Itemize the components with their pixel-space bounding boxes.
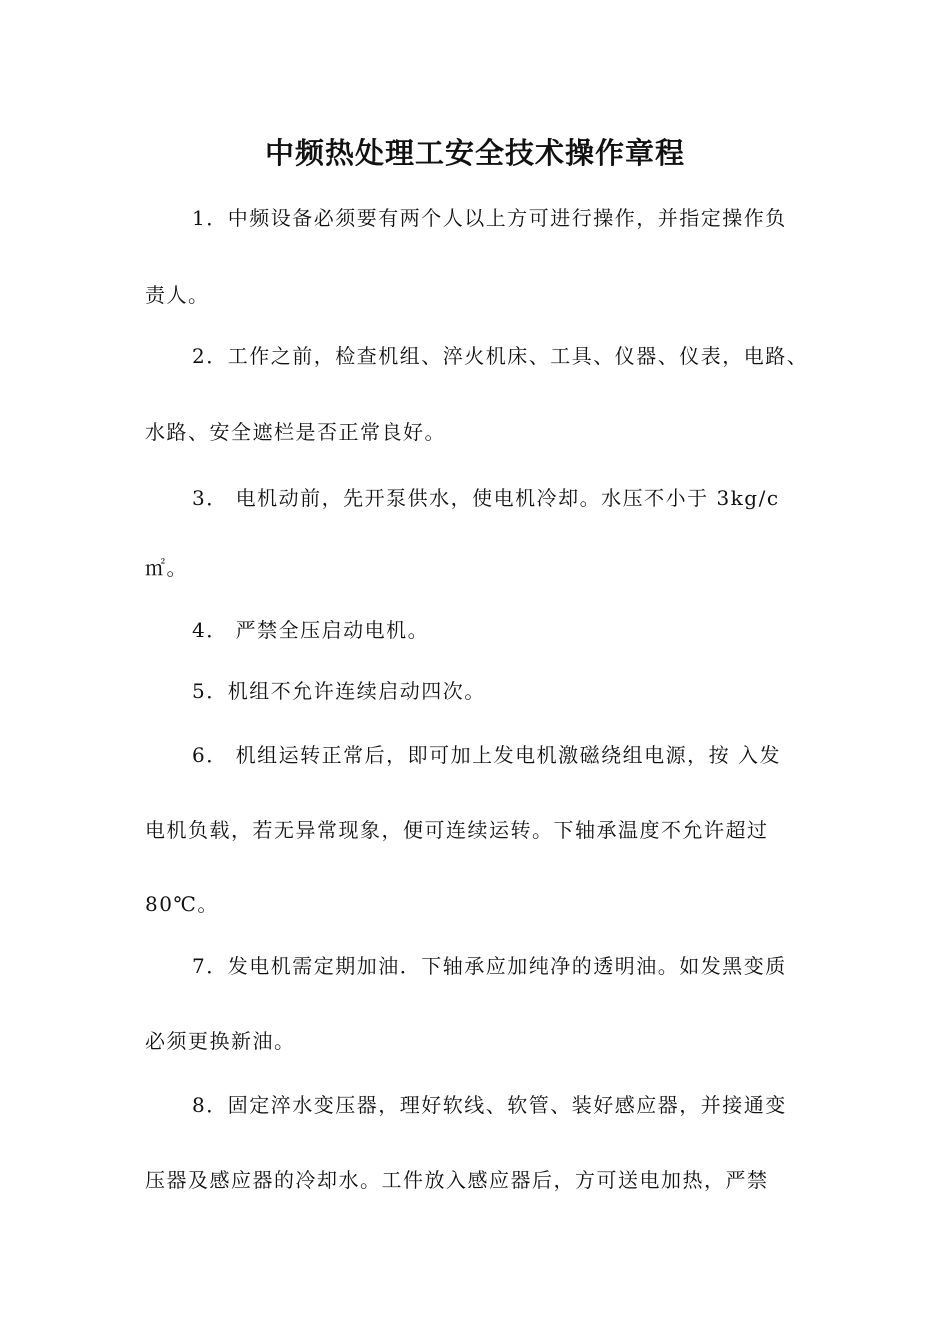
paragraph-line: 80℃。	[145, 892, 219, 916]
paragraph-line: 5．机组不允许连续启动四次。	[192, 679, 486, 703]
paragraph-line: 必须更换新油。	[145, 1029, 296, 1053]
paragraph-line: 4． 严禁全压启动电机。	[192, 618, 430, 642]
paragraph-line: 3． 电机动前，先开泵供水，使电机冷却。水压不小于 3kg/c	[192, 486, 780, 510]
paragraph-line: 7．发电机需定期加油．下轴承应加纯净的透明油。如发黑变质	[192, 954, 787, 978]
paragraph-line: 8．固定淬水变压器，理好软线、软管、装好感应器，并接通变	[192, 1093, 787, 1117]
document-title: 中频热处理工安全技术操作章程	[264, 136, 685, 170]
paragraph-line: 电机负载，若无异常现象，便可连续运转。下轴承温度不允许超过	[145, 818, 769, 842]
paragraph-line: 压器及感应器的冷却水。工件放入感应器后，方可送电加热，严禁	[145, 1168, 769, 1192]
paragraph-line: ㎡。	[145, 556, 188, 580]
paragraph-line: 1．中频设备必须要有两个人以上方可进行操作，并指定操作负	[192, 206, 787, 230]
paragraph-line: 责人。	[145, 283, 210, 307]
paragraph-line: 6． 机组运转正常后，即可加上发电机激磁绕组电源，按 入发	[192, 743, 781, 767]
paragraph-line: 水路、安全遮栏是否正常良好。	[145, 420, 446, 444]
paragraph-line: 2．工作之前，检查机组、淬火机床、工具、仪器、仪表，电路、	[192, 344, 809, 368]
